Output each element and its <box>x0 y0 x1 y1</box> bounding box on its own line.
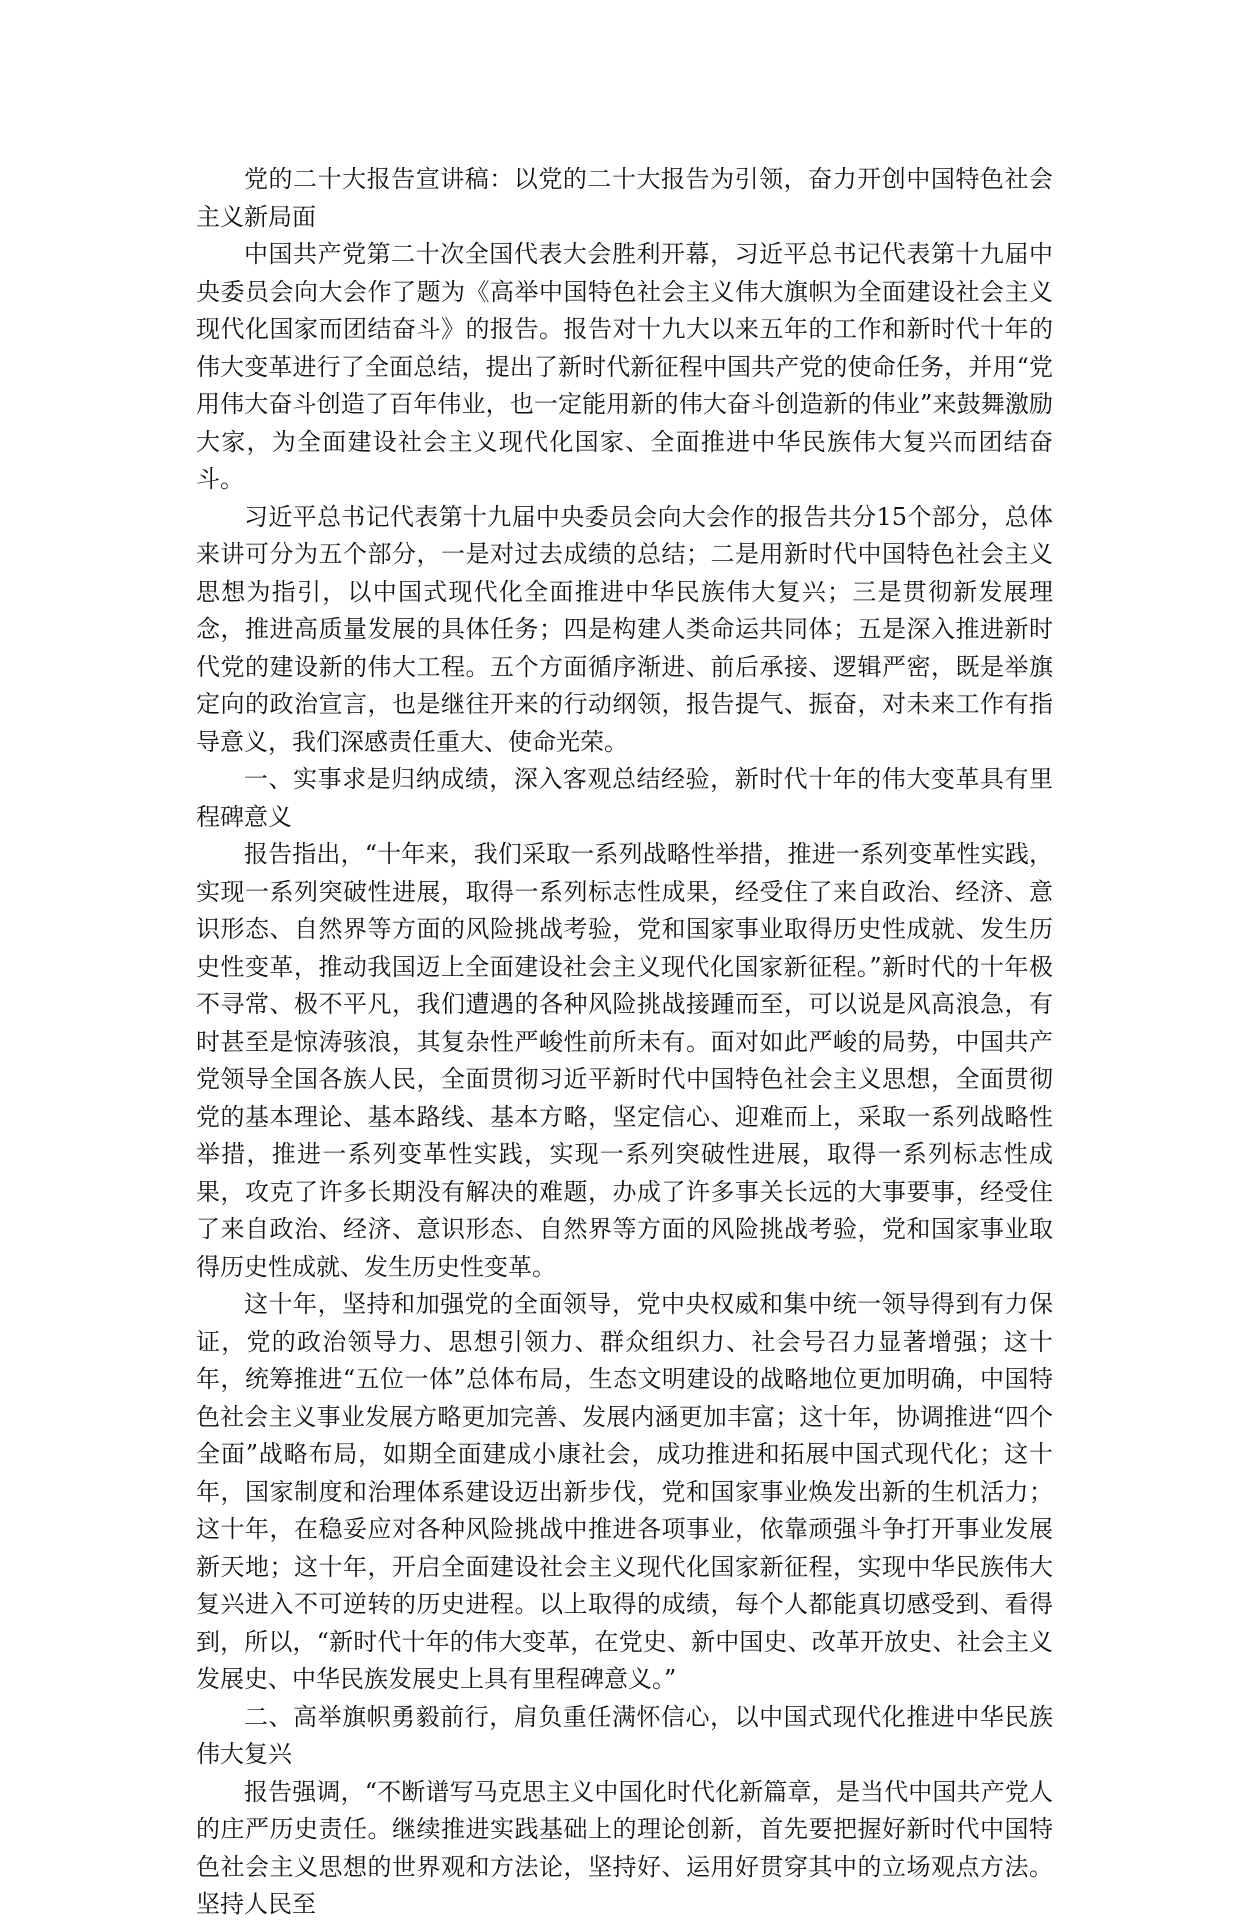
section-heading-2: 二、高举旗帜勇毅前行，肩负重任满怀信心，以中国式现代化推进中华民族伟大复兴 <box>196 1702 1053 1768</box>
paragraph-intro: 中国共产党第二十次全国代表大会胜利开幕，习近平总书记代表第十九届中央委员会向大会作了题为《高举中国特色社会主义伟大旗帜为全面建设社会主义现代化国家而团结奋斗》的报告。报告对十九大以来五年的工作和新时代十年的伟大变革进行了全面总结，提出了新时代新征程中国共产党的使命任务，并用“党用伟大奋斗创造了百年伟业，也一定能用新的伟大奋斗创造新的伟业”来鼓舞激励大家，为全面建设社会主义现代化国家、全面推进中华民族伟大复兴而团结奋斗。 <box>196 240 1053 493</box>
paragraph-section-2-a: 报告强调，“不断谱写马克思主义中国化时代化新篇章，是当代中国共产党人的庄严历史责任。继续推进实践基础上的理论创新，首先要把握好新时代中国特色社会主义思想的世界观和方法论，坚持好、运用好贯穿其中的立场观点方法。坚持人民至 <box>196 1777 1053 1918</box>
document-title: 党的二十大报告宣讲稿：以党的二十大报告为引领，奋力开创中国特色社会主义新局面 <box>196 165 1053 231</box>
paragraph-section-1-b: 这十年，坚持和加强党的全面领导，党中央权威和集中统一领导得到有力保证，党的政治领导力、思想引领力、群众组织力、社会号召力显著增强；这十年，统筹推进“五位一体”总体布局，生态文明建设的战略地位更加明确，中国特色社会主义事业发展方略更加完善、发展内涵更加丰富；这十年，协调推进“四个全面”战略布局，如期全面建成小康社会，成功推进和拓展中国式现代化；这十年，国家制度和治理体系建设迈出新步伐，党和国家事业焕发出新的生机活力；这十年，在稳妥应对各种风险挑战中推进各项事业，依靠顽强斗争打开事业发展新天地；这十年，开启全面建设社会主义现代化国家新征程，实现中华民族伟大复兴进入不可逆转的历史进程。以上取得的成绩，每个人都能真切感受到、看得到，所以，“新时代十年的伟大变革，在党史、新中国史、改革开放史、社会主义发展史、中华民族发展史上具有里程碑意义。” <box>196 1290 1053 1693</box>
section-heading-1: 一、实事求是归纳成绩，深入客观总结经验，新时代十年的伟大变革具有里程碑意义 <box>196 765 1053 831</box>
paragraph-overview: 习近平总书记代表第十九届中央委员会向大会作的报告共分15个部分，总体来讲可分为五个部分，一是对过去成绩的总结；二是用新时代中国特色社会主义思想为指引，以中国式现代化全面推进中华民族伟大复兴；三是贯彻新发展理念，推进高质量发展的具体任务；四是构建人类命运共同体；五是深入推进新时代党的建设新的伟大工程。五个方面循序渐进、前后承接、逻辑严密，既是举旗定向的政治宣言，也是继往开来的行动纲领，报告提气、振奋，对未来工作有指导意义，我们深感责任重大、使命光荣。 <box>196 502 1053 756</box>
paragraph-section-1-a: 报告指出，“十年来，我们采取一系列战略性举措，推进一系列变革性实践，实现一系列突破性进展，取得一系列标志性成果，经受住了来自政治、经济、意识形态、自然界等方面的风险挑战考验，党和国家事业取得历史性成就、发生历史性变革，推动我国迈上全面建设社会主义现代化国家新征程。”新时代的十年极不寻常、极不平凡，我们遭遇的各种风险挑战接踵而至，可以说是风高浪急，有时甚至是惊涛骇浪，其复杂性严峻性前所未有。面对如此严峻的局势，中国共产党领导全国各族人民，全面贯彻习近平新时代中国特色社会主义思想，全面贯彻党的基本理论、基本路线、基本方略，坚定信心、迎难而上，采取一系列战略性举措，推进一系列变革性实践，实现一系列突破性进展，取得一系列标志性成果，攻克了许多长期没有解决的难题，办成了许多事关长远的大事要事，经受住了来自政治、经济、意识形态、自然界等方面的风险挑战考验，党和国家事业取得历史性成就、发生历史性变革。 <box>196 840 1053 1281</box>
document-body <box>196 161 1053 1924</box>
